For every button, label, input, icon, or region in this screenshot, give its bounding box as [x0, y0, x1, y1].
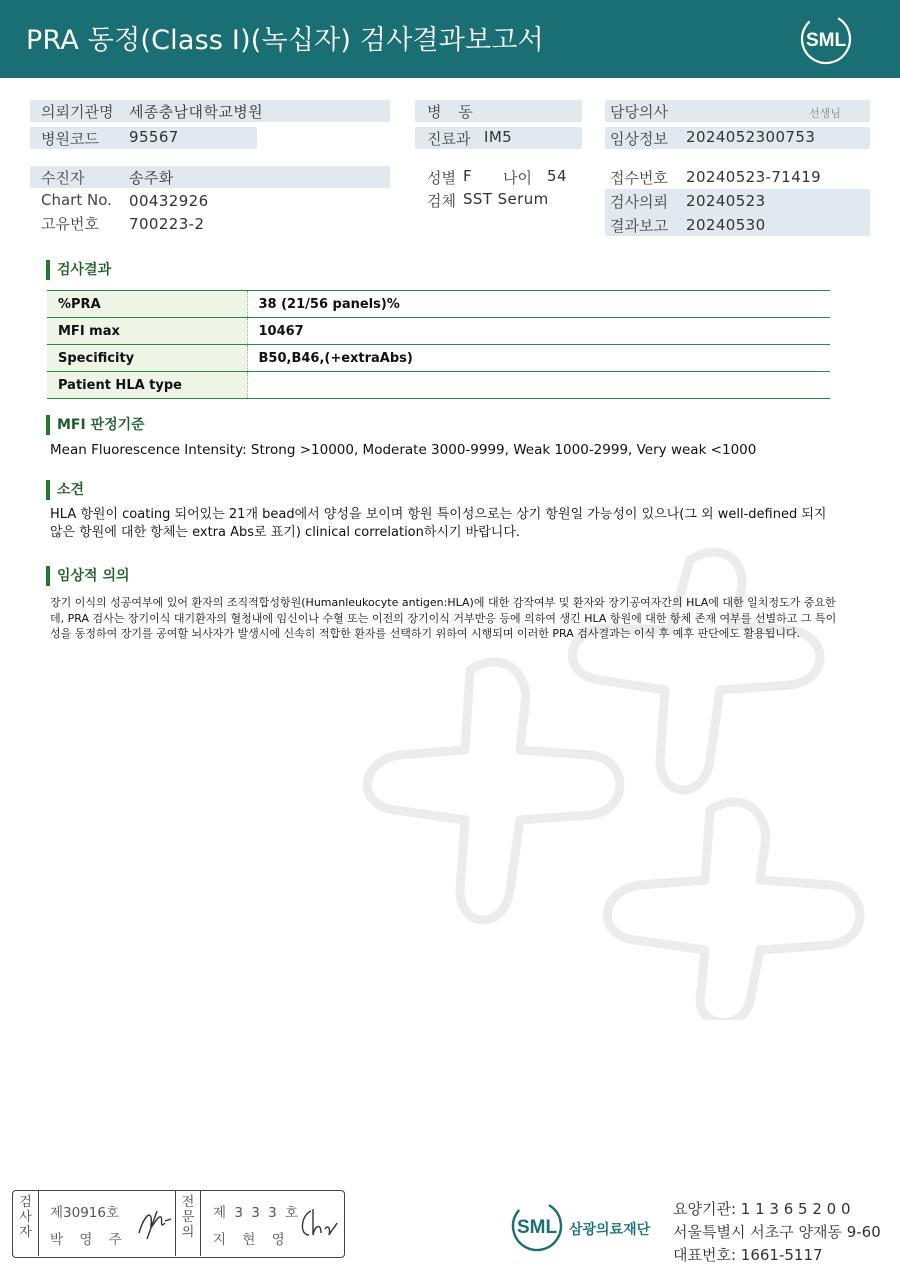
institution-value: 세종충남대학교병원 [129, 103, 264, 121]
result-value: 10467 [247, 318, 830, 345]
specimen-value: SST Serum [463, 190, 549, 208]
hospital-code-value: 95567 [129, 128, 179, 146]
hospital-code-label: 병원코드 [41, 130, 99, 148]
result-key: Specificity [47, 345, 247, 372]
significance-section-title: 임상적 의의 [46, 566, 130, 586]
report-header [0, 0, 900, 78]
results-section-title: 검사결과 [46, 260, 111, 280]
sml-logo-icon [796, 12, 856, 66]
chart-label: Chart No. [41, 191, 112, 209]
age-value: 54 [547, 167, 567, 185]
age-label: 나이 [503, 169, 532, 187]
patient-value: 송주화 [129, 169, 174, 187]
doctor-suffix: 선생님 [809, 107, 841, 120]
institution-label: 의뢰기관명 [41, 103, 114, 121]
clinical-value: 2024052300753 [686, 128, 816, 146]
result-value: 38 (21/56 panels)% [247, 291, 830, 318]
chart-value: 00432926 [129, 192, 209, 210]
opinion-section-title: 소견 [46, 480, 84, 500]
unique-label: 고유번호 [41, 215, 99, 233]
ward-label: 병 동 [427, 103, 479, 121]
dept-label: 진료과 [427, 130, 471, 148]
doctor-label: 담당의사 [610, 103, 668, 121]
dept-value: IM5 [484, 128, 513, 146]
report-label: 결과보고 [610, 217, 668, 235]
care-code: 요양기관: 1 1 3 6 5 2 0 0 [673, 1200, 851, 1218]
specimen-label: 검체 [427, 192, 456, 210]
org-phone: 대표번호: 1661-5117 [673, 1246, 823, 1264]
opinion-text: HLA 항원이 coating 되어있는 21개 bead에서 양성을 보이며 항원 특이성으로는 상기 항원일 가능성이 있으나(그 외 well-defined 되지 않은 항원에 대한 항체는 extra Abs로 표기) clinical correlation하시기 바랍니다. [50, 507, 827, 540]
sex-value: F [463, 167, 473, 185]
result-key: Patient HLA type [47, 372, 247, 399]
sex-label: 성별 [427, 169, 456, 187]
result-value [247, 372, 830, 399]
table-row [47, 345, 830, 372]
table-row [47, 372, 830, 399]
specialist-label-text: 전문의 [181, 1195, 195, 1240]
org-address: 서울특별시 서초구 양재동 9-60 [673, 1223, 881, 1241]
result-key: %PRA [47, 291, 247, 318]
results-table [47, 290, 830, 399]
result-value: B50,B46,(+extraAbs) [247, 345, 830, 372]
specialist-signature-icon [297, 1205, 339, 1243]
sml-footer-logo-text: SML [516, 1217, 558, 1238]
clinical-label: 임상정보 [610, 130, 668, 148]
table-row [47, 318, 830, 345]
receipt-label: 접수번호 [610, 169, 668, 187]
examiner-no: 제30916호 [50, 1205, 120, 1221]
examiner-signature-icon [135, 1203, 175, 1243]
org-name: 삼광의료재단 [569, 1222, 651, 1238]
unique-value: 700223-2 [129, 215, 205, 233]
sml-logo-text: SML [805, 30, 847, 51]
significance-text: 장기 이식의 성공여부에 있어 환자의 조직적합성항원(Humanleukocyte antigen:HLA)에 대한 감작여부 및 환자와 장기공여자간의 HLA에 대한 일치정도가 중요한데, PRA 검사는 장기이식 대기환자의 혈청내에 임신이나 수혈 또는 이전의 장기이식 거부반응 등에 의하여 생긴 HLA 항원에 대한 항체 존재 여부를 선별하고 그 특이성을 동정하여 장기를 공여할 뇌사자가 발생시에 신속히 적합한 환자를 선택하기 위하여 시행되며 이러한 PRA 검사결과는 이식 후 예후 판단에도 활용됩니다. [50, 596, 837, 640]
report-title: PRA 동정(Class I)(녹십자) 검사결과보고서 [26, 25, 544, 56]
specialist-name: 지 현 영 [213, 1232, 291, 1248]
signature-box [12, 1190, 345, 1258]
examiner-label [13, 1191, 39, 1256]
result-key: MFI max [47, 318, 247, 345]
criteria-text: Mean Fluorescence Intensity: Strong >10000, Moderate 3000-9999, Weak 1000-2999, Very weak <1000 [50, 442, 757, 458]
examiner-label-text: 검사자 [19, 1195, 32, 1240]
report-value: 20240530 [686, 216, 766, 234]
sml-footer-logo-icon [508, 1198, 566, 1254]
table-row [47, 291, 830, 318]
patient-label: 수진자 [41, 169, 85, 187]
specialist-no: 제 3 3 3 호 [213, 1205, 301, 1221]
receipt-value: 20240523-71419 [686, 168, 822, 186]
specialist-label [175, 1191, 201, 1256]
request-value: 20240523 [686, 192, 766, 210]
criteria-section-title: MFI 판정기준 [46, 415, 145, 435]
request-label: 검사의뢰 [610, 193, 668, 211]
examiner-name: 박 영 주 [50, 1232, 128, 1248]
